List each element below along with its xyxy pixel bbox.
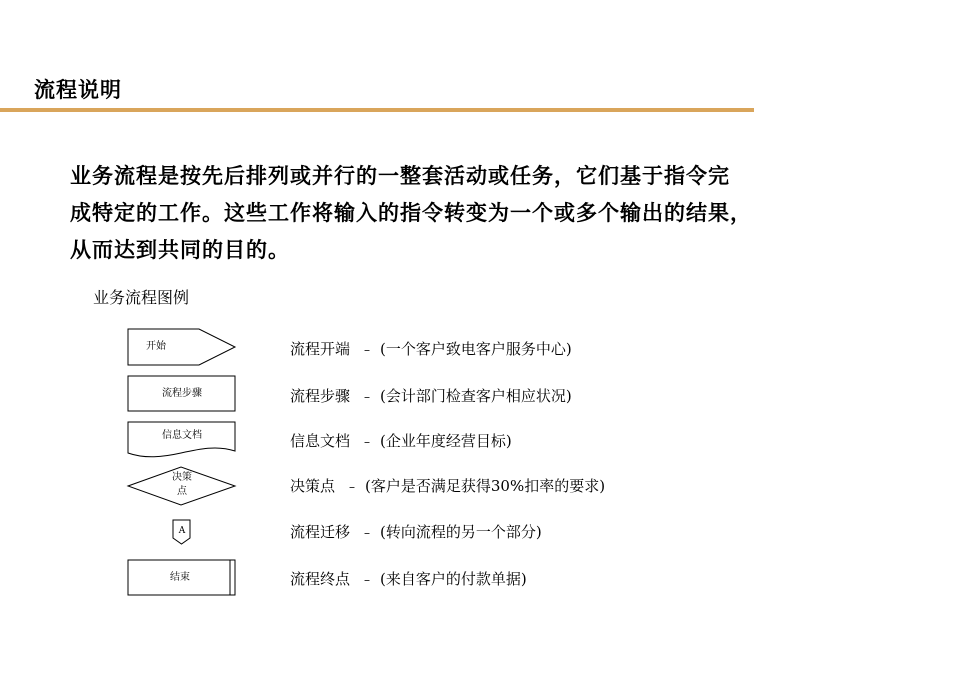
legend-dash: – [364,435,371,449]
legend-name: 决策点 [290,477,336,495]
end-shape-label: 结束 [170,572,190,583]
legend-dash: – [364,343,371,357]
legend-name: 流程步骤 [290,387,351,405]
connector-shape [172,519,192,545]
legend-row-document [290,430,512,451]
process-step-shape-label: 流程步骤 [162,388,202,399]
legend-dash: – [364,390,371,404]
end-shape [127,559,237,597]
legend-row-connector [290,521,542,542]
legend-heading: 业务流程图例 [93,288,190,307]
legend-example: (来自客户的付款单据) [380,570,527,588]
intro-line-3: 从而达到共同的目的。 [70,238,290,262]
legend-example: (客户是否满足获得30%扣率的要求) [365,477,606,495]
legend-row-end [290,568,527,589]
page-title: 流程说明 [34,78,122,102]
decision-shape-label-1: 决策 [172,472,192,483]
legend-dash: – [364,573,371,587]
legend-example: (转向流程的另一个部分) [380,523,542,541]
legend-dash: – [349,480,356,494]
legend-row-decision [290,475,605,496]
document-shape-label: 信息文档 [162,430,202,441]
title-rule [0,108,754,112]
legend-name: 信息文档 [290,432,351,450]
legend-dash: – [364,526,371,540]
decision-shape-label-2: 点 [177,486,187,497]
legend-name: 流程终点 [290,570,351,588]
intro-paragraph [70,158,860,269]
legend-example: (一个客户致电客户服务中心) [380,340,572,358]
legend-example: (企业年度经营目标) [380,432,512,450]
start-shape-label: 开始 [146,341,166,352]
intro-line-1: 业务流程是按先后排列或并行的一整套活动或任务，它们基于指令完 [70,164,730,188]
connector-shape-label: A [178,526,186,536]
legend-name: 流程迁移 [290,523,351,541]
start-shape [127,328,237,366]
legend-example: (会计部门检查客户相应状况) [380,387,572,405]
document-shape [127,421,237,461]
legend-row-start [290,338,572,359]
decision-shape [127,466,237,506]
legend-name: 流程开端 [290,340,351,358]
intro-line-2: 成特定的工作。这些工作将输入的指令转变为一个或多个输出的结果， [70,201,752,225]
process-step-shape [127,375,237,413]
legend-row-process-step [290,385,572,406]
